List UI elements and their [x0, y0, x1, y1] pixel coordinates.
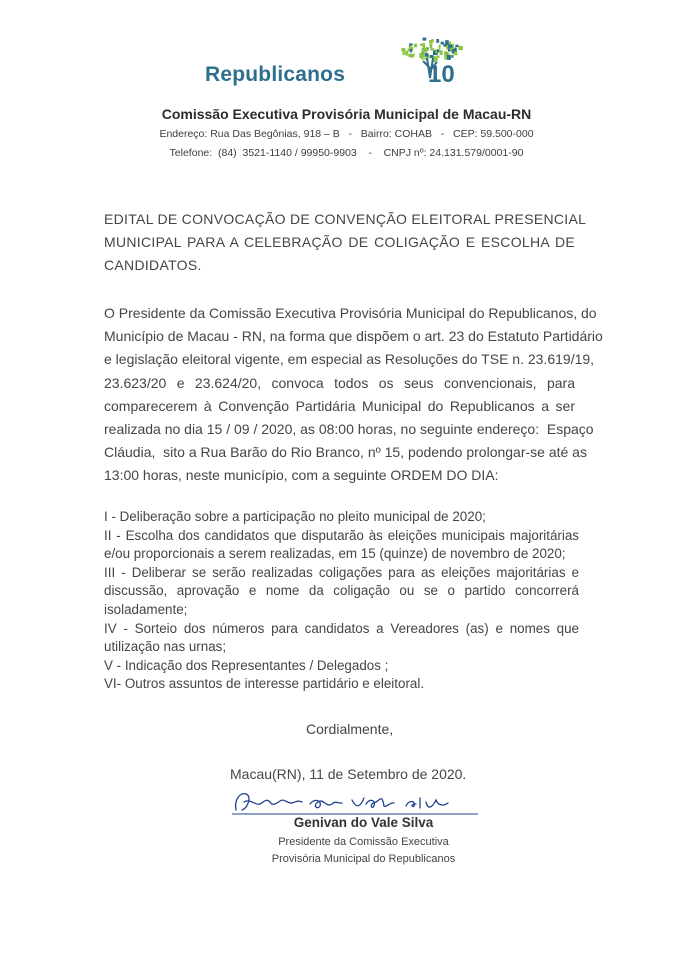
phone-line: Telefone: (84) 3521-1140 / 99950-9903 - CNPJ nº: 24.131.579/0001-90 [169, 147, 524, 159]
intro-paragraph [104, 302, 603, 488]
logo-leaf [423, 47, 426, 50]
agenda-item: utilização nas urnas; [104, 639, 227, 655]
logo-leaf [405, 51, 408, 56]
agenda-item: III - Deliberar se serão realizadas coligações para as eleições majoritárias e [104, 564, 579, 580]
logo-leaf [447, 55, 451, 60]
logo-leaf [444, 51, 447, 55]
handwritten-signature [230, 784, 480, 818]
logo-leaf [429, 40, 433, 44]
logo-leaf [431, 48, 435, 50]
signer-role: Presidente da Comissão Executiva [278, 836, 449, 848]
intro-line: comparecerem à Convenção Partidária Municipal do Republicanos a ser [104, 397, 575, 414]
logo-leaf [420, 44, 423, 46]
agenda-item: IV - Sorteio dos números para candidatos a Vereadores (as) e nomes que [104, 620, 579, 636]
logo-number: 10 [428, 61, 455, 88]
logo-leaf [440, 50, 443, 55]
logo-leaf [421, 56, 423, 60]
title-line: EDITAL DE CONVOCAÇÃO DE CONVENÇÃO ELEITORAL PRESENCIAL [104, 211, 587, 227]
date-line: Macau(RN), 11 de Setembro de 2020. [230, 766, 467, 782]
intro-line: 23.623/20 e 23.624/20, convoca todos os seus convencionais, para [104, 374, 575, 391]
agenda-item: V - Indicação dos Representantes / Delegados ; [104, 657, 389, 673]
logo-leaf [437, 49, 440, 52]
intro-line: O Presidente da Comissão Executiva Provisória Municipal do Republicanos, do [104, 305, 597, 321]
logo-leaf [430, 44, 433, 48]
title-line: CANDIDATOS. [104, 257, 202, 274]
logo-leaf [403, 52, 406, 55]
signer-role: Provisória Municipal do Republicanos [271, 853, 456, 865]
agenda-item: e/ou proporcionais a serem realizadas, em 15 (quinze) de novembro de 2020; [104, 546, 566, 562]
logo-leaf [408, 54, 411, 57]
logo-leaf [425, 53, 429, 57]
logo-leaf [458, 46, 463, 50]
org-name: Comissão Executiva Provisória Municipal de Macau-RN [161, 106, 532, 122]
intro-line: Cláudia, sito a Rua Barão do Rio Branco, nº 15, podendo prolongar-se até as [104, 444, 587, 461]
logo-leaf [454, 52, 457, 56]
logo-leaf [401, 48, 405, 51]
address-line: Endereço: Rua Das Begônias, 918 – B - Bairro: COHAB - CEP: 59.500-000 [159, 128, 534, 140]
logo-leaf [423, 38, 427, 41]
agenda-item: VI- Outros assuntos de interesse partidário e eleitoral. [104, 676, 425, 692]
logo-leaf [408, 49, 410, 52]
logo-leaf [439, 45, 441, 50]
logo-leaf [414, 44, 417, 48]
agenda-item: I - Deliberação sobre a participação no pleito municipal de 2020; [104, 509, 486, 524]
agenda-item: isoladamente; [104, 601, 188, 617]
title-line: MUNICIPAL PARA A CELEBRAÇÃO DE COLIGAÇÃO E ESCOLHA DE [104, 234, 575, 251]
agenda-item: II - Escolha dos candidatos que disputarão às eleições municipais majoritárias [104, 527, 579, 543]
logo-leaf [430, 55, 434, 58]
closing: Cordialmente, [306, 721, 394, 737]
agenda-item: discussão, aprovação e nome da coligação ou se o partido concorrerá [104, 583, 579, 599]
logo-leaf [445, 40, 449, 45]
logo-leaf [410, 49, 412, 53]
intro-line: 13:00 horas, neste município, com a seguinte ORDEM DO DIA: [104, 467, 499, 484]
logo-text: Republicanos [205, 63, 346, 86]
logo-leaf [409, 43, 413, 45]
agenda-list [104, 508, 579, 694]
logo-leaf [454, 48, 457, 52]
intro-line: Município de Macau - RN, na forma que dispõem o art. 23 do Estatuto Partidário [104, 328, 603, 345]
intro-line: e legislação eleitoral vigente, em especial as Resoluções do TSE n. 23.619/19, [104, 351, 595, 368]
logo-leaf [455, 45, 458, 47]
document-title [104, 208, 587, 278]
intro-line: realizada no dia 15 / 09 / 2020, as 08:00 horas, no seguinte endereço: Espaço [104, 421, 594, 438]
logo-leaf [436, 39, 439, 43]
logo-leaf [448, 45, 453, 48]
signer-name: Genivan do Vale Silva [293, 815, 434, 830]
